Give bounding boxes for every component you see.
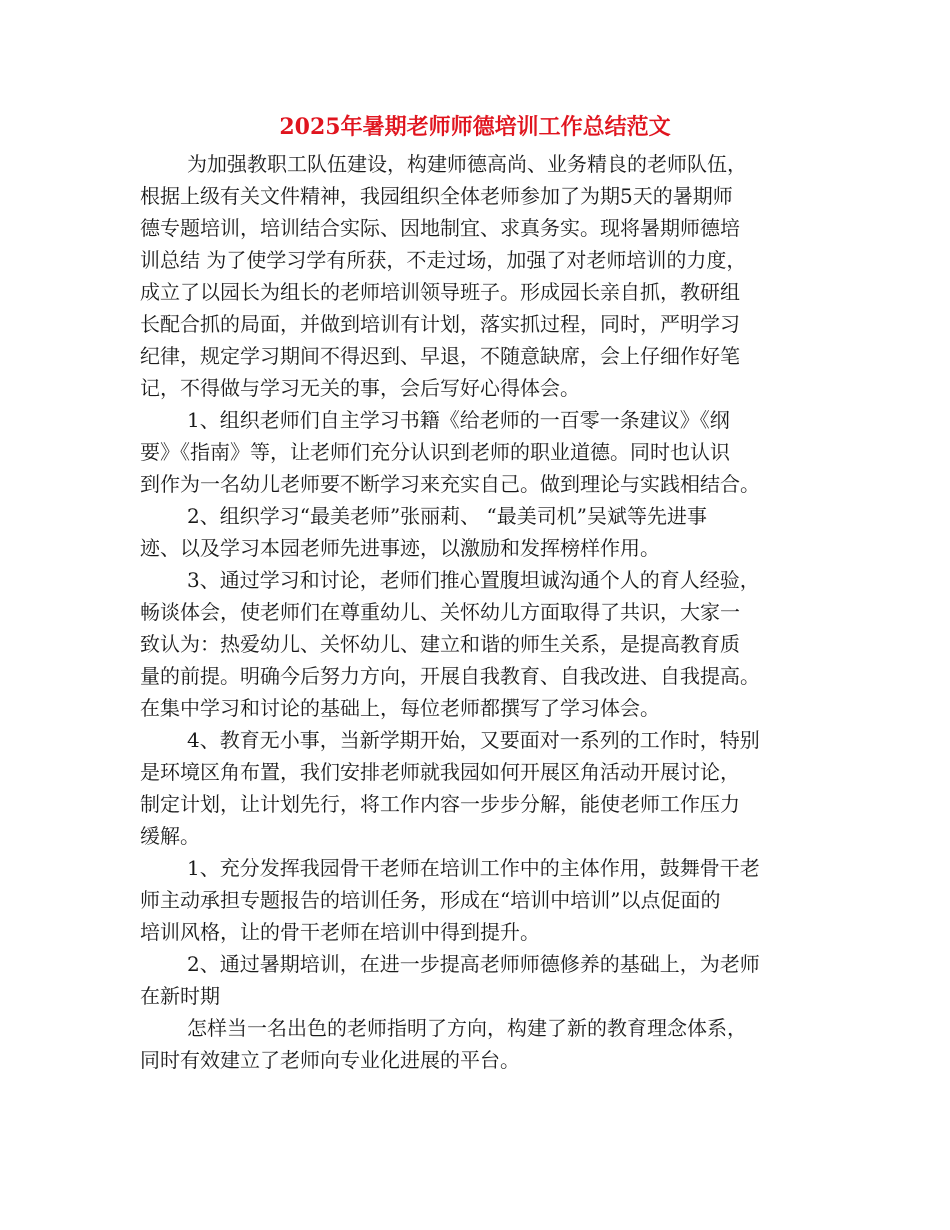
paragraph-line: 纪律，规定学习期间不得迟到、早退，不随意缺席，会上仔细作好笔 xyxy=(140,344,740,368)
document-body xyxy=(140,148,808,1076)
paragraph-line: 1、组织老师们自主学习书籍《给老师的一百零一条建议》《纲 xyxy=(187,408,730,432)
paragraph-line: 长配合抓的局面，并做到培训有计划，落实抓过程，同时，严明学习 xyxy=(140,312,740,336)
paragraph-line: 畅谈体会，使老师们在尊重幼儿、关怀幼儿方面取得了共识，大家一 xyxy=(140,600,740,624)
paragraph-line: 3、通过学习和讨论，老师们推心置腹坦诚沟通个人的育人经验， xyxy=(187,568,760,592)
paragraph-line: 为加强教职工队伍建设，构建师德高尚、业务精良的老师队伍， xyxy=(187,152,747,176)
paragraph-line: 德专题培训，培训结合实际、因地制宜、求真务实。现将暑期师德培 xyxy=(140,216,740,240)
paragraph-item-1 xyxy=(140,404,808,500)
paragraph-line: 培训风格，让的骨干老师在培训中得到提升。 xyxy=(140,920,540,944)
paragraph-item-6 xyxy=(140,948,808,1012)
document-title: 2025年暑期老师师德培训工作总结范文 xyxy=(279,114,671,140)
paragraph-line: 1、充分发挥我园骨干老师在培训工作中的主体作用，鼓舞骨干老 xyxy=(187,856,760,880)
paragraph-line: 制定计划，让计划先行，将工作内容一步步分解，能使老师工作压力 xyxy=(140,792,740,816)
paragraph-line: 2、组织学习“最美老师”张丽莉、 “最美司机”吴斌等先进事 xyxy=(187,504,707,528)
paragraph-line: 4、教育无小事，当新学期开始，又要面对一系列的工作时，特别 xyxy=(187,728,760,752)
paragraph-line: 同时有效建立了老师向专业化进展的平台。 xyxy=(140,1048,520,1072)
paragraph-line: 记，不得做与学习无关的事，会后写好心得体会。 xyxy=(140,376,580,400)
paragraph-item-3 xyxy=(140,564,808,724)
paragraph-item-4 xyxy=(140,724,808,852)
paragraph-line: 到作为一名幼儿老师要不断学习来充实自己。做到理论与实践相结合。 xyxy=(140,472,760,496)
paragraph-line: 在新时期 xyxy=(140,984,220,1008)
paragraph-line: 量的前提。明确今后努力方向，开展自我教育、自我改进、自我提高。 xyxy=(140,664,760,688)
paragraph-line: 缓解。 xyxy=(140,824,200,848)
paragraph-intro xyxy=(140,148,808,404)
paragraph-line: 迹、以及学习本园老师先进事迹，以激励和发挥榜样作用。 xyxy=(140,536,660,560)
paragraph-line: 成立了以园长为组长的老师培训领导班子。形成园长亲自抓，教研组 xyxy=(140,280,740,304)
paragraph-line: 怎样当一名出色的老师指明了方向，构建了新的教育理念体系， xyxy=(187,1016,747,1040)
paragraph-line: 师主动承担专题报告的培训任务，形成在“培训中培训”以点促面的 xyxy=(140,888,721,912)
paragraph-line: 在集中学习和讨论的基础上，每位老师都撰写了学习体会。 xyxy=(140,696,660,720)
paragraph-line: 2、通过暑期培训，在进一步提高老师师德修养的基础上，为老师 xyxy=(187,952,760,976)
paragraph-line: 训总结 为了使学习学有所获，不走过场，加强了对老师培训的力度， xyxy=(140,248,747,272)
paragraph-item-5 xyxy=(140,852,808,948)
paragraph-line: 要》《指南》等，让老师们充分认识到老师的职业道德。同时也认识 xyxy=(140,440,730,464)
paragraph-line: 是环境区角布置，我们安排老师就我园如何开展区角活动开展讨论， xyxy=(140,760,740,784)
paragraph-closing xyxy=(140,1012,808,1076)
paragraph-line: 致认为：热爱幼儿、关怀幼儿、建立和谐的师生关系，是提高教育质 xyxy=(140,632,740,656)
paragraph-item-2 xyxy=(140,500,808,564)
paragraph-line: 根据上级有关文件精神，我园组织全体老师参加了为期5天的暑期师 xyxy=(140,184,733,208)
